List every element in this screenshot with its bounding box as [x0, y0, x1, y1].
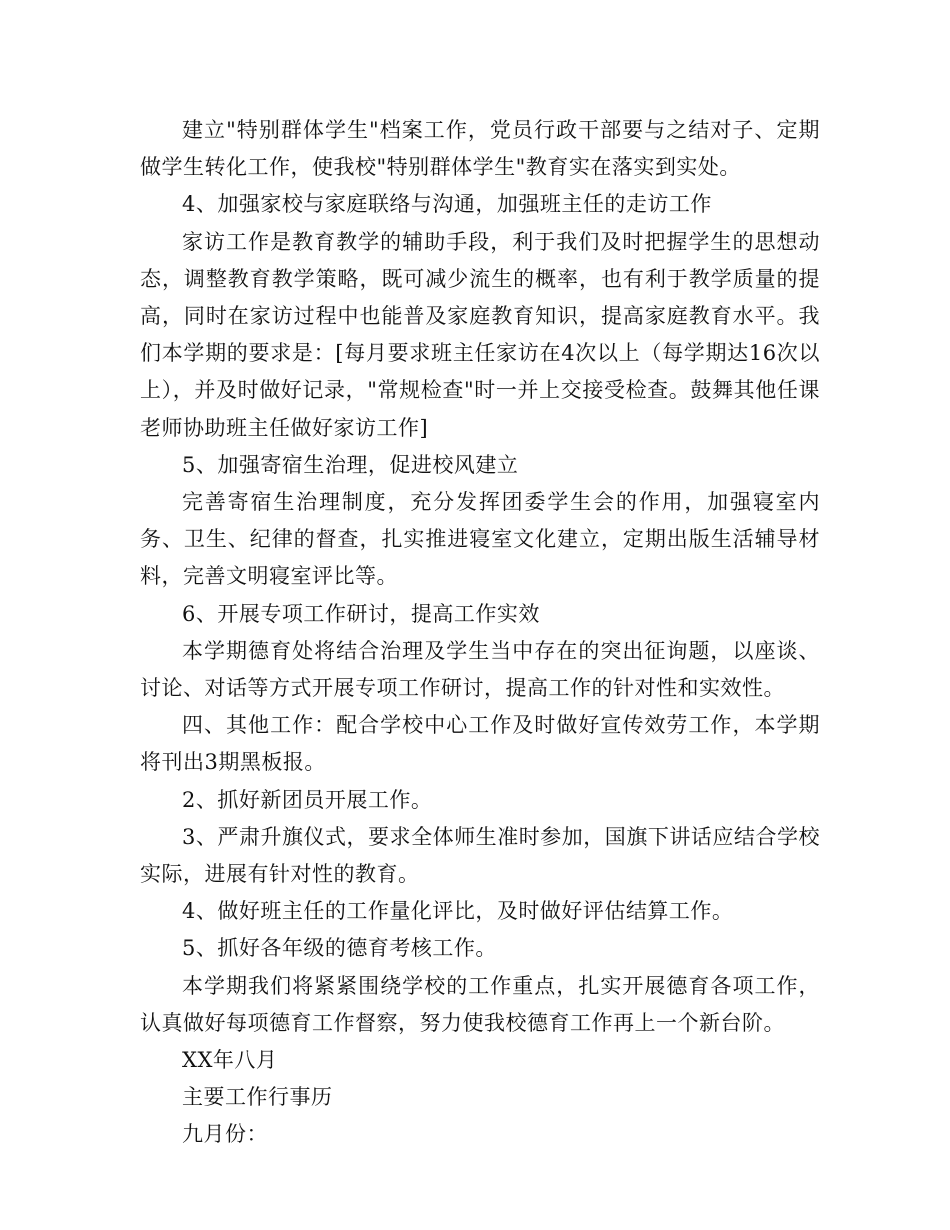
heading-special-research: 6、开展专项工作研讨，提高工作实效 [182, 601, 540, 626]
month-label-september: 九月份： [182, 1122, 268, 1147]
section-title-calendar: 主要工作行事历 [182, 1085, 333, 1110]
heading-home-school-contact: 4、加强家校与家庭联络与沟通，加强班主任的走访工作 [182, 192, 712, 217]
list-item-new-members: 2、抓好新团员开展工作。 [182, 787, 433, 812]
list-item-teacher-evaluation: 4、做好班主任的工作量化评比，及时做好评估结算工作。 [182, 899, 734, 924]
paragraph-special-research: 本学期德育处将结合治理及学生当中存在的突出征询题，以座谈、讨论、对话等方式开展专项工作研讨，提高工作的针对性和实效性。 [140, 638, 820, 701]
document-body [140, 112, 820, 1154]
date-line: XX年八月 [182, 1048, 278, 1073]
list-item-moral-assessment: 5、抓好各年级的德育考核工作。 [182, 936, 497, 961]
paragraph-conclusion: 本学期我们将紧紧围绕学校的工作重点，扎实开展德育各项工作，认真做好每项德育工作督察，努力使我校德育工作再上一个新台阶。 [140, 973, 820, 1035]
paragraph-boarding-management: 完善寄宿生治理制度，充分发挥团委学生会的作用，加强寝室内务、卫生、纪律的督查，扎实推进寝室文化建立，定期出版生活辅导材料，完善文明寝室评比等。 [140, 490, 820, 589]
paragraph-archive-work: 建立"特别群体学生"档案工作，党员行政干部要与之结对子、定期做学生转化工作，使我校"特别群体学生"教育实在落实到实处。 [140, 118, 820, 180]
paragraph-home-visits: 家访工作是教育教学的辅助手段，利于我们及时把握学生的思想动态，调整教育教学策略，既可减少流生的概率，也有利于教学质量的提高，同时在家访过程中也能普及家庭教育知识，提高家庭教育水平。我们本学期的要求是：[每月要求班主任家访在4次以上（每学期达16次以上），并及时做好记录，"常规检查"时一并上交接受检查。鼓舞其他任课老师协助班主任做好家访工作] [140, 229, 820, 440]
list-item-flag-ceremony: 3、严肃升旗仪式，要求全体师生准时参加，国旗下讲话应结合学校实际，进展有针对性的教育。 [140, 824, 820, 887]
paragraph-other-work: 四、其他工作：配合学校中心工作及时做好宣传效劳工作，本学期将刊出3期黑板报。 [140, 713, 820, 775]
heading-boarding-management: 5、加强寄宿生治理，促进校风建立 [182, 452, 519, 477]
